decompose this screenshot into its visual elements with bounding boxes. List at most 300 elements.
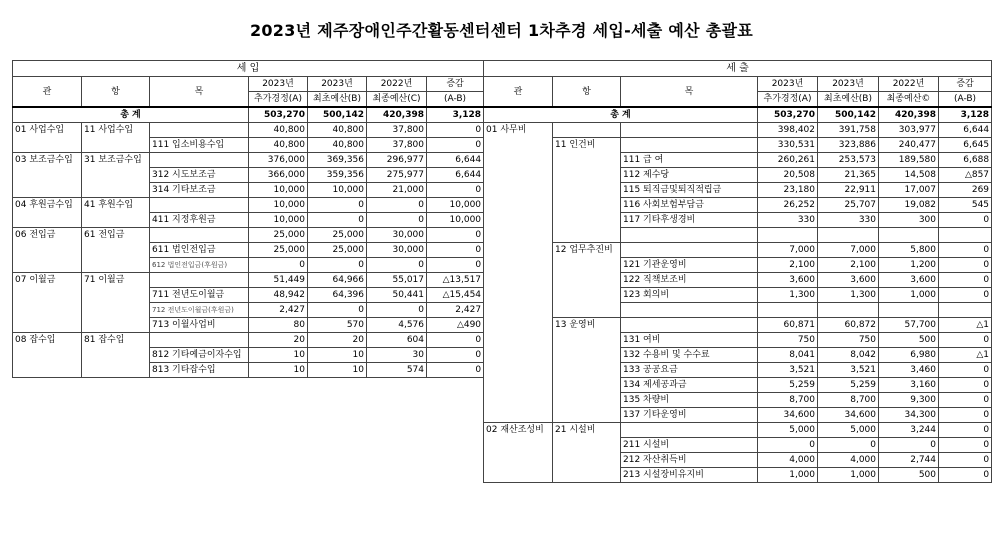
value-a-cell: 4,000 [758, 453, 818, 468]
value-a-cell: 23,180 [758, 183, 818, 198]
gwan-cell [484, 468, 553, 483]
gwan-cell: 02 재산조성비 [484, 423, 553, 438]
value-b-cell: 391,758 [818, 123, 879, 138]
value-a-cell: 8,041 [758, 348, 818, 363]
expense-section-label: 세 출 [484, 61, 992, 77]
hang-cell [82, 258, 150, 273]
value-d-cell: 0 [427, 258, 484, 273]
value-d-cell: 6,644 [427, 168, 484, 183]
mok-cell: 123 회의비 [621, 288, 758, 303]
value-d-cell: 10,000 [427, 213, 484, 228]
value-a-cell: 34,600 [758, 408, 818, 423]
mok-cell: 117 기타후생경비 [621, 213, 758, 228]
value-b-cell: 7,000 [818, 243, 879, 258]
mok-cell: 137 기타운영비 [621, 408, 758, 423]
value-d-cell: 0 [939, 363, 992, 378]
gwan-cell [484, 363, 553, 378]
mok-cell: 122 직책보조비 [621, 273, 758, 288]
value-c-cell: 604 [367, 333, 427, 348]
hang-cell: 13 운영비 [553, 318, 621, 333]
hang-cell [553, 408, 621, 423]
value-d-cell: 0 [427, 228, 484, 243]
value-b-cell: 4,000 [818, 453, 879, 468]
revenue-table [12, 60, 484, 378]
value-a-cell: 398,402 [758, 123, 818, 138]
mok-cell [150, 228, 249, 243]
mok-cell: 133 공공요금 [621, 363, 758, 378]
hang-cell [553, 198, 621, 213]
value-a-cell: 20,508 [758, 168, 818, 183]
col-hang: 항 [553, 77, 621, 108]
value-c-cell: 55,017 [367, 273, 427, 288]
value-a-cell: 25,000 [249, 243, 308, 258]
mok-cell: 711 전년도이월금 [150, 288, 249, 303]
col-2023b-sub: 최초예산(B) [818, 92, 879, 108]
gwan-cell [484, 213, 553, 228]
value-d-cell: 0 [939, 273, 992, 288]
col-2023a: 2023년 [758, 77, 818, 92]
value-b-cell: 64,966 [308, 273, 367, 288]
hang-cell [553, 348, 621, 363]
mok-cell: 713 이월사업비 [150, 318, 249, 333]
gwan-cell [484, 228, 553, 243]
table-row [13, 168, 484, 183]
hang-cell [553, 393, 621, 408]
value-b-cell: 0 [308, 303, 367, 318]
mok-cell [150, 123, 249, 138]
col-diff: 증감 [939, 77, 992, 92]
mok-cell: 314 기타보조금 [150, 183, 249, 198]
value-a-cell: 5,259 [758, 378, 818, 393]
gwan-cell [484, 168, 553, 183]
value-c-cell: 3,244 [879, 423, 939, 438]
value-c-cell: 30,000 [367, 243, 427, 258]
value-a-cell: 330 [758, 213, 818, 228]
total-label: 총 계 [13, 107, 249, 123]
table-row [13, 243, 484, 258]
value-a-cell: 10,000 [249, 183, 308, 198]
total-a: 503,270 [249, 107, 308, 123]
value-d-cell: 6,688 [939, 153, 992, 168]
gwan-cell [484, 348, 553, 363]
hang-cell [82, 183, 150, 198]
value-d-cell: 0 [427, 348, 484, 363]
value-a-cell: 48,942 [249, 288, 308, 303]
value-c-cell: 3,600 [879, 273, 939, 288]
hang-cell [553, 123, 621, 138]
value-c-cell: 17,007 [879, 183, 939, 198]
hang-cell [553, 258, 621, 273]
hang-cell: 11 인건비 [553, 138, 621, 153]
table-row [484, 378, 992, 393]
col-2022: 2022년 [367, 77, 427, 92]
value-d-cell: 6,645 [939, 138, 992, 153]
value-b-cell: 10 [308, 363, 367, 378]
col-mok: 목 [150, 77, 249, 108]
mok-cell: 111 급 여 [621, 153, 758, 168]
mok-cell: 112 제수당 [621, 168, 758, 183]
table-row [13, 213, 484, 228]
value-c-cell: 0 [879, 438, 939, 453]
value-c-cell: 4,576 [367, 318, 427, 333]
hang-cell [82, 348, 150, 363]
value-d-cell: 0 [939, 258, 992, 273]
gwan-cell [484, 273, 553, 288]
table-row [13, 288, 484, 303]
value-c-cell: 2,744 [879, 453, 939, 468]
expense-table [483, 60, 992, 483]
revenue-total-row [13, 107, 484, 123]
value-b-cell: 330 [818, 213, 879, 228]
mok-cell [621, 123, 758, 138]
value-d-cell: 2,427 [427, 303, 484, 318]
hang-cell [553, 333, 621, 348]
value-c-cell: 189,580 [879, 153, 939, 168]
value-a-cell: 20 [249, 333, 308, 348]
hang-cell [82, 363, 150, 378]
value-b-cell: 323,886 [818, 138, 879, 153]
total-c: 420,398 [367, 107, 427, 123]
value-d-cell: △490 [427, 318, 484, 333]
hang-cell [553, 453, 621, 468]
value-b-cell: 0 [308, 198, 367, 213]
hang-cell [553, 273, 621, 288]
value-c-cell: 30,000 [367, 228, 427, 243]
expense-total-row [484, 107, 992, 123]
value-b-cell: 22,911 [818, 183, 879, 198]
hang-cell [82, 243, 150, 258]
table-row [484, 288, 992, 303]
gwan-cell [13, 183, 82, 198]
value-a-cell: 40,800 [249, 138, 308, 153]
hang-cell [82, 303, 150, 318]
hang-cell [82, 168, 150, 183]
value-b-cell: 64,396 [308, 288, 367, 303]
value-b-cell: 25,000 [308, 228, 367, 243]
value-c-cell: 34,300 [879, 408, 939, 423]
gwan-cell [13, 168, 82, 183]
gwan-cell: 08 잡수입 [13, 333, 82, 348]
value-c-cell [879, 303, 939, 318]
value-b-cell: 25,000 [308, 243, 367, 258]
value-c-cell: 57,700 [879, 318, 939, 333]
table-row [484, 423, 992, 438]
gwan-cell [484, 453, 553, 468]
gwan-cell [484, 408, 553, 423]
hang-cell: 11 사업수입 [82, 123, 150, 138]
mok-cell: 121 기관운영비 [621, 258, 758, 273]
table-row [13, 183, 484, 198]
revenue-rows [13, 123, 484, 378]
mok-cell: 611 법인전입금 [150, 243, 249, 258]
table-row [484, 303, 992, 318]
col-2022-sub: 최종예산© [879, 92, 939, 108]
total-b: 500,142 [308, 107, 367, 123]
value-d-cell: 0 [939, 423, 992, 438]
table-row [484, 333, 992, 348]
value-d-cell: 0 [939, 333, 992, 348]
value-b-cell: 1,300 [818, 288, 879, 303]
mok-cell: 131 여비 [621, 333, 758, 348]
gwan-cell [484, 393, 553, 408]
value-c-cell: 21,000 [367, 183, 427, 198]
value-a-cell: 10,000 [249, 198, 308, 213]
value-c-cell: 0 [367, 303, 427, 318]
value-c-cell: 50,441 [367, 288, 427, 303]
value-d-cell: 545 [939, 198, 992, 213]
value-d-cell: 0 [939, 243, 992, 258]
value-d-cell: 0 [939, 393, 992, 408]
gwan-cell [484, 258, 553, 273]
mok-cell: 132 수용비 및 수수료 [621, 348, 758, 363]
table-row [13, 348, 484, 363]
mok-cell: 111 입소비용수입 [150, 138, 249, 153]
col-2022-sub: 최종예산(C) [367, 92, 427, 108]
mok-cell: 612 법인전입금(후원금) [150, 258, 249, 273]
mok-cell [621, 243, 758, 258]
table-row [484, 243, 992, 258]
value-c-cell: 0 [367, 198, 427, 213]
mok-cell [621, 423, 758, 438]
value-b-cell: 8,042 [818, 348, 879, 363]
value-c-cell: 574 [367, 363, 427, 378]
value-b-cell: 1,000 [818, 468, 879, 483]
value-d-cell: 0 [939, 378, 992, 393]
value-a-cell: 2,100 [758, 258, 818, 273]
value-a-cell: 7,000 [758, 243, 818, 258]
value-b-cell: 10,000 [308, 183, 367, 198]
mok-cell [150, 198, 249, 213]
table-row [484, 318, 992, 333]
value-b-cell [818, 228, 879, 243]
col-2022: 2022년 [879, 77, 939, 92]
gwan-cell: 01 사업수입 [13, 123, 82, 138]
gwan-cell: 03 보조금수입 [13, 153, 82, 168]
table-row [13, 153, 484, 168]
table-row [13, 228, 484, 243]
hang-cell [82, 288, 150, 303]
hang-cell: 21 시설비 [553, 423, 621, 438]
hang-cell [553, 213, 621, 228]
table-row [484, 213, 992, 228]
table-row [13, 303, 484, 318]
mok-cell: 813 기타잡수입 [150, 363, 249, 378]
value-a-cell [758, 228, 818, 243]
value-b-cell: 0 [308, 258, 367, 273]
value-b-cell: 10 [308, 348, 367, 363]
table-row [13, 138, 484, 153]
value-b-cell: 0 [818, 438, 879, 453]
value-d-cell: 0 [939, 438, 992, 453]
mok-cell [621, 318, 758, 333]
value-c-cell: 37,800 [367, 138, 427, 153]
expense-rows [484, 123, 992, 483]
hang-cell [82, 138, 150, 153]
value-a-cell: 80 [249, 318, 308, 333]
value-c-cell: 296,977 [367, 153, 427, 168]
value-b-cell: 359,356 [308, 168, 367, 183]
value-a-cell: 3,521 [758, 363, 818, 378]
hang-cell [553, 288, 621, 303]
hang-cell: 71 이월금 [82, 273, 150, 288]
col-hang: 항 [82, 77, 150, 108]
hang-cell: 12 업무추진비 [553, 243, 621, 258]
value-c-cell: 0 [367, 258, 427, 273]
value-d-cell: 0 [427, 183, 484, 198]
table-row [13, 198, 484, 213]
value-a-cell: 60,871 [758, 318, 818, 333]
mok-cell: 212 자산취득비 [621, 453, 758, 468]
col-2023b-sub: 최초예산(B) [308, 92, 367, 108]
total-b: 500,142 [818, 107, 879, 123]
gwan-cell [484, 438, 553, 453]
total-d: 3,128 [939, 107, 992, 123]
mok-cell: 812 기타예금이자수입 [150, 348, 249, 363]
value-c-cell: 30 [367, 348, 427, 363]
total-a: 503,270 [758, 107, 818, 123]
hang-cell [553, 168, 621, 183]
table-row [484, 258, 992, 273]
value-a-cell: 51,449 [249, 273, 308, 288]
gwan-cell: 06 전입금 [13, 228, 82, 243]
value-c-cell: 9,300 [879, 393, 939, 408]
value-d-cell: △1 [939, 318, 992, 333]
value-d-cell: 0 [427, 243, 484, 258]
value-a-cell: 5,000 [758, 423, 818, 438]
value-d-cell [939, 303, 992, 318]
value-a-cell: 330,531 [758, 138, 818, 153]
value-d-cell: △13,517 [427, 273, 484, 288]
value-d-cell: 6,644 [939, 123, 992, 138]
mok-cell: 211 시설비 [621, 438, 758, 453]
value-c-cell: 500 [879, 333, 939, 348]
hang-cell [553, 363, 621, 378]
table-row [484, 363, 992, 378]
value-b-cell: 40,800 [308, 138, 367, 153]
gwan-cell [484, 198, 553, 213]
gwan-cell [13, 348, 82, 363]
col-diff-sub: (A-B) [939, 92, 992, 108]
table-row [484, 438, 992, 453]
total-label: 총 계 [484, 107, 758, 123]
value-a-cell: 376,000 [249, 153, 308, 168]
value-a-cell: 260,261 [758, 153, 818, 168]
page-title: 2023년 제주장애인주간활동센터센터 1차추경 세입-세출 예산 총괄표 [249, 21, 754, 40]
value-b-cell: 40,800 [308, 123, 367, 138]
value-c-cell: 275,977 [367, 168, 427, 183]
gwan-cell [484, 318, 553, 333]
hang-cell [553, 183, 621, 198]
hang-cell [553, 438, 621, 453]
value-d-cell: 0 [939, 453, 992, 468]
value-d-cell: △857 [939, 168, 992, 183]
gwan-cell [13, 138, 82, 153]
col-2023a: 2023년 [249, 77, 308, 92]
value-c-cell: 5,800 [879, 243, 939, 258]
mok-cell: 411 지정후원금 [150, 213, 249, 228]
value-b-cell: 570 [308, 318, 367, 333]
gwan-cell [484, 303, 553, 318]
value-a-cell: 8,700 [758, 393, 818, 408]
value-b-cell: 2,100 [818, 258, 879, 273]
mok-cell [150, 273, 249, 288]
value-a-cell: 0 [758, 438, 818, 453]
hang-cell [82, 213, 150, 228]
value-a-cell: 2,427 [249, 303, 308, 318]
value-a-cell: 750 [758, 333, 818, 348]
mok-cell [150, 153, 249, 168]
table-row [13, 273, 484, 288]
gwan-cell [484, 243, 553, 258]
value-c-cell: 500 [879, 468, 939, 483]
col-diff-sub: (A-B) [427, 92, 484, 108]
value-b-cell: 5,259 [818, 378, 879, 393]
hang-cell [553, 378, 621, 393]
hang-cell: 81 잡수입 [82, 333, 150, 348]
hang-cell [553, 228, 621, 243]
mok-cell [150, 333, 249, 348]
value-a-cell: 1,300 [758, 288, 818, 303]
table-row [13, 318, 484, 333]
value-d-cell: 0 [939, 288, 992, 303]
value-d-cell: 0 [939, 408, 992, 423]
value-c-cell: 0 [367, 213, 427, 228]
hang-cell: 41 후원수입 [82, 198, 150, 213]
gwan-cell [484, 153, 553, 168]
gwan-cell: 04 후원금수입 [13, 198, 82, 213]
value-a-cell: 10,000 [249, 213, 308, 228]
value-b-cell: 60,872 [818, 318, 879, 333]
value-a-cell: 25,000 [249, 228, 308, 243]
value-c-cell: 6,980 [879, 348, 939, 363]
value-b-cell: 8,700 [818, 393, 879, 408]
gwan-cell [484, 138, 553, 153]
hang-cell [553, 303, 621, 318]
col-2023b: 2023년 [308, 77, 367, 92]
gwan-cell [13, 258, 82, 273]
value-d-cell: 0 [939, 213, 992, 228]
mok-cell: 115 퇴직금및퇴직적립금 [621, 183, 758, 198]
table-row [13, 333, 484, 348]
gwan-cell [484, 288, 553, 303]
mok-cell: 712 전년도이월금(후원금) [150, 303, 249, 318]
gwan-cell: 01 사무비 [484, 123, 553, 138]
value-a-cell: 366,000 [249, 168, 308, 183]
table-row [484, 198, 992, 213]
value-c-cell: 37,800 [367, 123, 427, 138]
value-b-cell: 34,600 [818, 408, 879, 423]
table-row [484, 453, 992, 468]
value-a-cell: 0 [249, 258, 308, 273]
value-c-cell: 1,000 [879, 288, 939, 303]
value-c-cell: 303,977 [879, 123, 939, 138]
total-c: 420,398 [879, 107, 939, 123]
value-b-cell: 750 [818, 333, 879, 348]
value-d-cell: 6,644 [427, 153, 484, 168]
value-a-cell [758, 303, 818, 318]
value-d-cell: 0 [427, 333, 484, 348]
value-c-cell: 1,200 [879, 258, 939, 273]
value-c-cell: 3,160 [879, 378, 939, 393]
value-b-cell: 21,365 [818, 168, 879, 183]
gwan-cell [484, 183, 553, 198]
hang-cell [553, 468, 621, 483]
value-b-cell: 3,600 [818, 273, 879, 288]
col-2023a-sub: 추가경정(A) [249, 92, 308, 108]
mok-cell [621, 138, 758, 153]
table-row [484, 183, 992, 198]
gwan-cell [13, 303, 82, 318]
